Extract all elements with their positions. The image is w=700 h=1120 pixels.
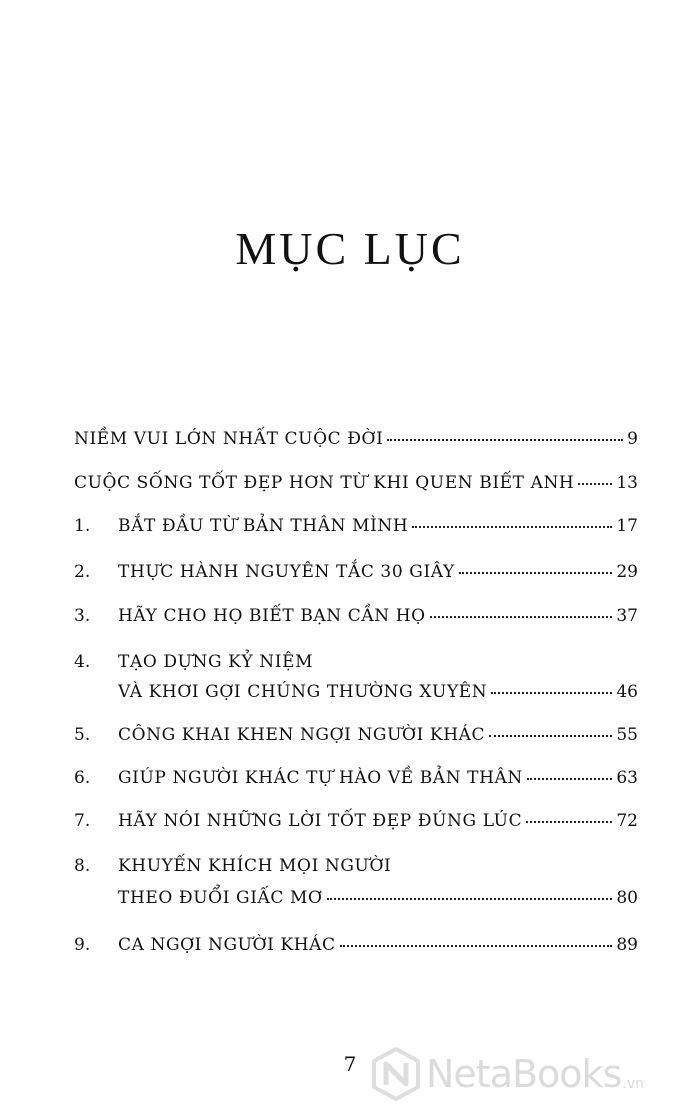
entry-page: 13 — [616, 473, 638, 493]
entry-number: 6. — [74, 768, 91, 788]
entry-title-continued: VÀ KHƠI GỢI CHÚNG THƯỜNG XUYÊN — [118, 682, 488, 702]
netabooks-logo-icon — [372, 1047, 420, 1101]
toc-entry[interactable] — [74, 515, 638, 537]
dot-leader — [459, 571, 613, 574]
toc-entry[interactable] — [74, 767, 638, 789]
page-title: MỤC LỤC — [235, 223, 465, 274]
entry-title: THỰC HÀNH NGUYÊN TẮC 30 GIÂY — [118, 562, 455, 582]
dot-leader — [412, 525, 612, 528]
entry-title: NIỀM VUI LỚN NHẤT CUỘC ĐỜI — [74, 429, 384, 449]
entry-title: TẠO DỰNG KỶ NIỆM — [118, 652, 314, 672]
watermark-suffix: .vn — [622, 1076, 644, 1092]
entry-title: KHUYẾN KHÍCH MỌI NGƯỜI — [118, 856, 392, 876]
entry-title: CUỘC SỐNG TỐT ĐẸP HƠN TỪ KHI QUEN BIẾT ANH — [74, 473, 575, 493]
toc-entry[interactable] — [74, 855, 638, 909]
entry-number: 2. — [74, 562, 91, 582]
entry-title: HÃY NÓI NHỮNG LỜI TỐT ĐẸP ĐÚNG LÚC — [118, 811, 523, 831]
entry-page: 17 — [616, 516, 638, 536]
entry-page: 63 — [616, 768, 638, 788]
entry-title: CÔNG KHAI KHEN NGỢI NGƯỜI KHÁC — [118, 725, 486, 745]
entry-number: 3. — [74, 606, 91, 626]
entry-number: 7. — [74, 811, 91, 831]
entry-title: BẮT ĐẦU TỪ BẢN THÂN MÌNH — [118, 516, 409, 536]
dot-leader — [578, 482, 612, 485]
watermark-brand: NetaBooks — [426, 1052, 622, 1096]
entry-number: 4. — [74, 652, 91, 672]
entry-page: 29 — [616, 562, 638, 582]
entry-title: CA NGỢI NGƯỜI KHÁC — [118, 935, 336, 955]
dot-leader — [527, 777, 612, 780]
entry-page: 80 — [616, 888, 638, 908]
entry-number: 9. — [74, 935, 91, 955]
entry-page: 46 — [616, 682, 638, 702]
entry-title: GIÚP NGƯỜI KHÁC TỰ HÀO VỀ BẢN THÂN — [118, 768, 523, 788]
toc-entry[interactable] — [74, 651, 638, 703]
dot-leader — [489, 734, 612, 737]
entry-page: 9 — [627, 429, 638, 449]
entry-page: 72 — [616, 811, 638, 831]
page-number: 7 — [343, 1052, 357, 1076]
entry-number: 8. — [74, 856, 91, 876]
toc-entry[interactable] — [74, 724, 638, 746]
dot-leader — [430, 615, 613, 618]
toc-entry[interactable] — [74, 472, 638, 494]
entry-number: 1. — [74, 516, 91, 536]
entry-title: HÃY CHO HỌ BIẾT BẠN CẦN HỌ — [118, 606, 426, 626]
dot-leader — [526, 820, 612, 823]
toc-entry[interactable] — [74, 934, 638, 956]
entry-number: 5. — [74, 725, 91, 745]
dot-leader — [491, 691, 612, 694]
toc-entry[interactable] — [74, 605, 638, 627]
dot-leader — [340, 944, 613, 947]
toc-entry[interactable] — [74, 810, 638, 832]
entry-page: 55 — [616, 725, 638, 745]
dot-leader — [327, 897, 613, 900]
dot-leader — [387, 438, 623, 441]
watermark — [372, 1046, 692, 1102]
toc-entry[interactable] — [74, 428, 638, 450]
entry-page: 89 — [616, 935, 638, 955]
entry-title-continued: THEO ĐUỔI GIẤC MƠ — [118, 888, 323, 908]
entry-page: 37 — [616, 606, 638, 626]
toc-entry[interactable] — [74, 561, 638, 583]
